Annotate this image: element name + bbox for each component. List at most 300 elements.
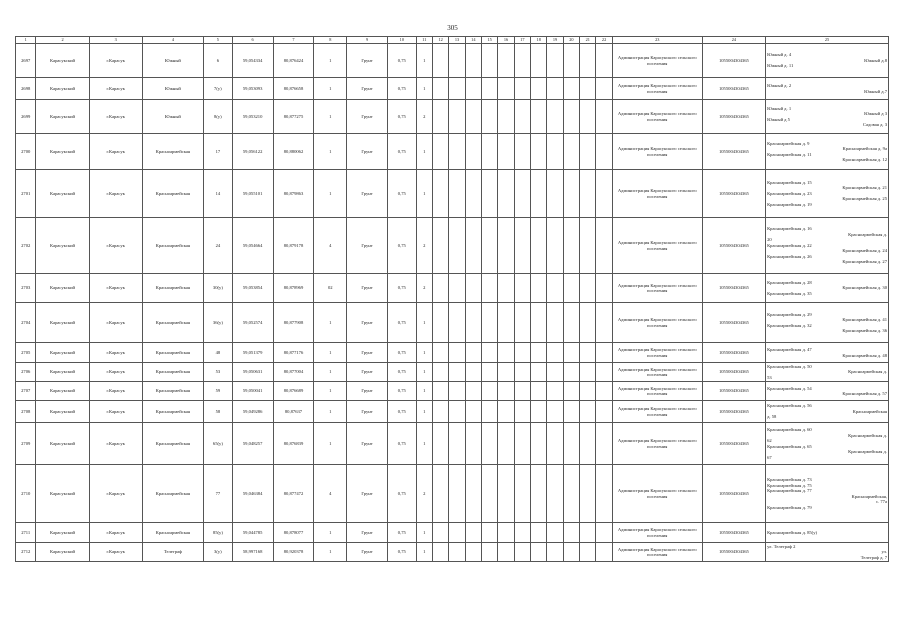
- cell-empty: [514, 543, 530, 562]
- address-line: Южный д. 2: [767, 83, 792, 88]
- address-line: Садовая д. 3: [862, 122, 887, 127]
- address-line: Красноармейская д. 85(у): [767, 529, 818, 535]
- address-line: Красноармейская д. 48: [842, 352, 887, 358]
- cell-street: Красноармейская: [142, 465, 203, 523]
- cell-empty: [596, 543, 612, 562]
- cell-vol: 0,75: [388, 343, 417, 363]
- address-line: Красноармейская д. 29: [767, 311, 812, 317]
- cell-ogrn: 1055004304365: [702, 100, 765, 134]
- address-line: Красноармейская д. 22: [767, 242, 812, 248]
- cell-organization: Администрация Карасукского сельского поселения: [612, 218, 702, 274]
- cell-village: г.Карасук: [89, 100, 142, 134]
- cell-organization: Администрация Карасукского сельского поселения: [612, 423, 702, 465]
- cell-addresses: [766, 523, 889, 543]
- cell-surface: Грунт: [347, 44, 388, 78]
- cell-addresses: [766, 100, 889, 134]
- cell-surface: Грунт: [347, 274, 388, 303]
- cell-empty: [563, 170, 579, 218]
- cell-surface: Грунт: [347, 543, 388, 562]
- cell-vol: 0,75: [388, 543, 417, 562]
- cell-no: 2700: [16, 134, 36, 170]
- cell-empty: [498, 100, 514, 134]
- cell-lat: 59,053093: [232, 78, 273, 100]
- cell-empty: [563, 401, 579, 423]
- address-line: ул.: [881, 549, 887, 555]
- cell-addresses: [766, 543, 889, 562]
- cell-empty: [514, 343, 530, 363]
- column-number-cell: 15: [482, 37, 498, 44]
- cell-cnt: 1: [416, 363, 432, 382]
- cell-house: 77: [204, 465, 233, 523]
- address-line: Красноармейская д. 32: [767, 322, 812, 328]
- address-line: 67: [767, 454, 772, 460]
- address-line: д. 58: [767, 414, 777, 420]
- table-row: [16, 363, 889, 382]
- table-row: [16, 382, 889, 401]
- cell-empty: [432, 363, 448, 382]
- cell-surface: Грунт: [347, 303, 388, 343]
- cell-district: Карасукский: [36, 543, 89, 562]
- cell-lon: 80,880062: [273, 134, 314, 170]
- cell-empty: [580, 423, 596, 465]
- cell-lat: 59,044785: [232, 523, 273, 543]
- cell-empty: [449, 523, 465, 543]
- table-row: [16, 218, 889, 274]
- address-line: Красноармейская д. 12: [842, 157, 887, 162]
- cell-vol: 0,75: [388, 465, 417, 523]
- cell-empty: [449, 218, 465, 274]
- cell-house: 17: [204, 134, 233, 170]
- cell-lat: 59,051379: [232, 343, 273, 363]
- column-number-cell: 16: [498, 37, 514, 44]
- cell-village: г.Карасук: [89, 363, 142, 382]
- cell-surface: Грунт: [347, 100, 388, 134]
- cell-surface: Грунт: [347, 401, 388, 423]
- cell-lat: 59,054664: [232, 218, 273, 274]
- cell-organization: Администрация Карасукского сельского поселения: [612, 78, 702, 100]
- cell-ogrn: 1055004304365: [702, 543, 765, 562]
- cell-house: 3(у): [204, 543, 233, 562]
- cell-empty: [514, 382, 530, 401]
- cell-district: Карасукский: [36, 363, 89, 382]
- cell-ogrn: 1055004304365: [702, 134, 765, 170]
- cell-surface: Грунт: [347, 423, 388, 465]
- cell-cnt: 1: [416, 523, 432, 543]
- cell-surface: Грунт: [347, 218, 388, 274]
- address-line: с. 77а: [876, 499, 887, 504]
- column-number-cell: 11: [416, 37, 432, 44]
- cell-lon: 80,87637: [273, 401, 314, 423]
- cell-empty: [596, 274, 612, 303]
- table-row: [16, 465, 889, 523]
- cell-organization: Администрация Карасукского сельского поселения: [612, 100, 702, 134]
- cell-empty: [449, 465, 465, 523]
- cell-lon: 80,876839: [273, 423, 314, 465]
- cell-empty: [580, 382, 596, 401]
- cell-lat: 59,055101: [232, 170, 273, 218]
- cell-empty: [580, 401, 596, 423]
- cell-empty: [432, 465, 448, 523]
- address-line: Южный д.7: [864, 88, 887, 94]
- cell-no: 2704: [16, 303, 36, 343]
- column-number-cell: 8: [314, 37, 347, 44]
- cell-street: Красноармейская: [142, 303, 203, 343]
- cell-empty: [432, 100, 448, 134]
- cell-lon: 80,877004: [273, 363, 314, 382]
- cell-cnt: 1: [416, 423, 432, 465]
- column-number-cell: 17: [514, 37, 530, 44]
- cell-addresses: [766, 401, 889, 423]
- address-line: Красноармейская д. 73: [767, 477, 812, 482]
- cell-no: 2699: [16, 100, 36, 134]
- cell-house: 24: [204, 218, 233, 274]
- cell-village: г.Карасук: [89, 170, 142, 218]
- cell-lon: 80,879863: [273, 170, 314, 218]
- cell-addresses: [766, 363, 889, 382]
- cell-lat: 59,053854: [232, 274, 273, 303]
- cell-district: Карасукский: [36, 100, 89, 134]
- address-line: Красноармейская д. 23: [767, 190, 812, 196]
- column-number-cell: 25: [766, 37, 889, 44]
- address-line: Красноармейская д. 30: [842, 285, 887, 291]
- cell-empty: [482, 100, 498, 134]
- address-line: Красноармейская д. 16: [767, 226, 812, 232]
- address-line: Красноармейская д. 19: [767, 201, 812, 207]
- cell-empty: [449, 343, 465, 363]
- cell-no: 2711: [16, 523, 36, 543]
- cell-village: г.Карасук: [89, 543, 142, 562]
- cell-organization: Администрация Карасукского сельского поселения: [612, 465, 702, 523]
- cell-vol: 0,75: [388, 218, 417, 274]
- address-line: Красноармейская,: [851, 493, 887, 499]
- cell-empty: [596, 303, 612, 343]
- cell-organization: Администрация Карасукского сельского поселения: [612, 363, 702, 382]
- column-number-cell: 12: [432, 37, 448, 44]
- address-line: Телеграф д. 7: [860, 554, 887, 560]
- cell-empty: [482, 343, 498, 363]
- table-row: [16, 170, 889, 218]
- cell-lon: 80,876689: [273, 382, 314, 401]
- cell-house: 14: [204, 170, 233, 218]
- cell-empty: [531, 78, 547, 100]
- cell-empty: [547, 401, 563, 423]
- cell-empty: [514, 134, 530, 170]
- cell-house: 30(у): [204, 274, 233, 303]
- cell-empty: [563, 44, 579, 78]
- cell-addresses: [766, 274, 889, 303]
- cell-surface: Грунт: [347, 363, 388, 382]
- cell-ogrn: 1055004304365: [702, 274, 765, 303]
- cell-empty: [514, 274, 530, 303]
- cell-lon: 80,877275: [273, 100, 314, 134]
- table-row: [16, 100, 889, 134]
- cell-empty: [580, 343, 596, 363]
- table-row: [16, 423, 889, 465]
- cell-empty: [482, 274, 498, 303]
- address-line: Красноармейская д. 65: [767, 443, 812, 449]
- cell-empty: [514, 170, 530, 218]
- column-number-cell: 22: [596, 37, 612, 44]
- column-number-cell: 23: [612, 37, 702, 44]
- cell-vol: 0,75: [388, 382, 417, 401]
- cell-empty: [563, 303, 579, 343]
- cell-ogrn: 1055004304365: [702, 523, 765, 543]
- cell-cnt: 2: [416, 100, 432, 134]
- cell-street: Красноармейская: [142, 382, 203, 401]
- cell-village: г.Карасук: [89, 78, 142, 100]
- cell-vol: 0,75: [388, 170, 417, 218]
- cell-empty: [596, 523, 612, 543]
- cell-empty: [449, 274, 465, 303]
- address-line: Красноармейская д.: [848, 369, 887, 375]
- cell-no: 2709: [16, 423, 36, 465]
- cell-vol: 0,75: [388, 44, 417, 78]
- column-number-cell: 19: [547, 37, 563, 44]
- cell-cnt: 1: [416, 170, 432, 218]
- cell-organization: Администрация Карасукского сельского поселения: [612, 44, 702, 78]
- cell-empty: [465, 44, 481, 78]
- cell-n: 1: [314, 100, 347, 134]
- cell-addresses: [766, 218, 889, 274]
- address-line: Красноармейская д.: [848, 231, 887, 237]
- cell-district: Карасукский: [36, 78, 89, 100]
- cell-empty: [596, 423, 612, 465]
- cell-empty: [482, 401, 498, 423]
- table-row: [16, 44, 889, 78]
- cell-district: Карасукский: [36, 382, 89, 401]
- cell-empty: [482, 218, 498, 274]
- cell-no: 2701: [16, 170, 36, 218]
- cell-empty: [531, 543, 547, 562]
- cell-addresses: [766, 44, 889, 78]
- cell-village: г.Карасук: [89, 465, 142, 523]
- cell-empty: [580, 363, 596, 382]
- cell-n: 1: [314, 543, 347, 562]
- cell-district: Карасукский: [36, 465, 89, 523]
- cell-lat: 59,053210: [232, 100, 273, 134]
- cell-empty: [547, 100, 563, 134]
- address-line: Красноармейская д. 25: [842, 196, 887, 202]
- cell-district: Карасукский: [36, 218, 89, 274]
- cell-empty: [547, 218, 563, 274]
- cell-n: 1: [314, 303, 347, 343]
- cell-empty: [547, 44, 563, 78]
- table-row: [16, 274, 889, 303]
- cell-empty: [498, 465, 514, 523]
- cell-empty: [596, 134, 612, 170]
- cell-no: 2712: [16, 543, 36, 562]
- cell-n: 1: [314, 523, 347, 543]
- cell-empty: [596, 218, 612, 274]
- cell-district: Карасукский: [36, 134, 89, 170]
- cell-empty: [514, 423, 530, 465]
- cell-empty: [596, 343, 612, 363]
- address-line: 53: [767, 374, 772, 380]
- cell-district: Карасукский: [36, 44, 89, 78]
- cell-empty: [514, 44, 530, 78]
- cell-street: Красноармейская: [142, 363, 203, 382]
- cell-empty: [432, 303, 448, 343]
- address-line: Южный д. 11: [767, 63, 794, 69]
- cell-empty: [482, 303, 498, 343]
- cell-district: Карасукский: [36, 423, 89, 465]
- cell-street: Телеграф: [142, 543, 203, 562]
- cell-n: 02: [314, 274, 347, 303]
- cell-empty: [449, 382, 465, 401]
- cell-lon: 80,879178: [273, 218, 314, 274]
- cell-empty: [432, 170, 448, 218]
- cell-empty: [531, 44, 547, 78]
- cell-empty: [596, 465, 612, 523]
- cell-organization: Администрация Карасукского сельского поселения: [612, 523, 702, 543]
- cell-empty: [482, 543, 498, 562]
- cell-empty: [563, 423, 579, 465]
- cell-empty: [596, 382, 612, 401]
- cell-ogrn: 1055004304365: [702, 218, 765, 274]
- cell-district: Карасукский: [36, 274, 89, 303]
- cell-n: 1: [314, 44, 347, 78]
- cell-empty: [563, 543, 579, 562]
- cell-addresses: [766, 303, 889, 343]
- cell-empty: [498, 44, 514, 78]
- cell-empty: [580, 78, 596, 100]
- cell-addresses: [766, 382, 889, 401]
- cell-ogrn: 1055004304365: [702, 363, 765, 382]
- cell-street: Южный: [142, 100, 203, 134]
- cell-house: 53: [204, 363, 233, 382]
- cell-ogrn: 1055004304365: [702, 44, 765, 78]
- cell-house: 59: [204, 382, 233, 401]
- cell-empty: [465, 274, 481, 303]
- address-line: Красноармейская д. 57: [842, 391, 887, 396]
- address-line: Красноармейская д. 54: [767, 385, 812, 391]
- cell-vol: 0,75: [388, 78, 417, 100]
- cell-organization: Администрация Карасукского сельского поселения: [612, 274, 702, 303]
- address-line: Южный д. 4: [767, 52, 792, 58]
- cell-empty: [514, 78, 530, 100]
- cell-n: 1: [314, 401, 347, 423]
- registry-table: [15, 36, 889, 562]
- cell-empty: [449, 134, 465, 170]
- cell-lon: 80,877176: [273, 343, 314, 363]
- cell-addresses: [766, 134, 889, 170]
- cell-empty: [547, 523, 563, 543]
- cell-no: 2710: [16, 465, 36, 523]
- cell-ogrn: 1055004304365: [702, 382, 765, 401]
- table-row: [16, 543, 889, 562]
- table-row: [16, 303, 889, 343]
- cell-district: Карасукский: [36, 523, 89, 543]
- cell-district: Карасукский: [36, 401, 89, 423]
- cell-empty: [547, 543, 563, 562]
- cell-empty: [547, 363, 563, 382]
- cell-lat: 59,048257: [232, 423, 273, 465]
- cell-empty: [531, 134, 547, 170]
- cell-empty: [449, 401, 465, 423]
- cell-village: г.Карасук: [89, 523, 142, 543]
- cell-vol: 0,75: [388, 523, 417, 543]
- cell-empty: [432, 218, 448, 274]
- address-line: ул. Телеграф 2: [767, 543, 796, 549]
- cell-empty: [449, 543, 465, 562]
- cell-empty: [547, 382, 563, 401]
- cell-no: 2697: [16, 44, 36, 78]
- cell-cnt: 2: [416, 465, 432, 523]
- page-number: 305: [447, 24, 458, 32]
- column-number-cell: 1: [16, 37, 36, 44]
- address-line: Красноармейская д. 60: [767, 427, 812, 432]
- cell-village: г.Карасук: [89, 274, 142, 303]
- cell-no: 2702: [16, 218, 36, 274]
- cell-cnt: 1: [416, 343, 432, 363]
- cell-house: 65(у): [204, 423, 233, 465]
- address-line: Красноармейская д. 75: [767, 482, 812, 488]
- cell-empty: [531, 465, 547, 523]
- cell-cnt: 1: [416, 44, 432, 78]
- cell-empty: [531, 363, 547, 382]
- address-line: Красноармейская д. 36: [842, 328, 887, 333]
- address-line: Красноармейская д. 9а: [842, 146, 887, 151]
- cell-empty: [514, 363, 530, 382]
- cell-empty: [531, 382, 547, 401]
- cell-empty: [514, 401, 530, 423]
- cell-surface: Грунт: [347, 78, 388, 100]
- cell-empty: [465, 134, 481, 170]
- address-line: Южный д. 1: [767, 105, 792, 111]
- address-line: Красноармейская д. 11: [767, 151, 812, 157]
- cell-lat: 59,049286: [232, 401, 273, 423]
- cell-empty: [531, 423, 547, 465]
- cell-empty: [531, 218, 547, 274]
- cell-cnt: 2: [416, 274, 432, 303]
- cell-empty: [482, 523, 498, 543]
- cell-ogrn: 1055004304365: [702, 78, 765, 100]
- cell-empty: [482, 423, 498, 465]
- cell-n: 1: [314, 382, 347, 401]
- cell-surface: Грунт: [347, 382, 388, 401]
- column-number-cell: 10: [388, 37, 417, 44]
- address-line: Красноармейская д. 15: [767, 179, 812, 185]
- cell-empty: [498, 543, 514, 562]
- cell-no: 2703: [16, 274, 36, 303]
- cell-empty: [547, 78, 563, 100]
- cell-empty: [465, 170, 481, 218]
- address-line: Красноармейская д. 26: [767, 253, 812, 259]
- cell-empty: [580, 134, 596, 170]
- column-number-cell: 20: [563, 37, 579, 44]
- cell-organization: Администрация Карасукского сельского поселения: [612, 170, 702, 218]
- cell-empty: [498, 170, 514, 218]
- cell-no: 2705: [16, 343, 36, 363]
- cell-cnt: 2: [416, 218, 432, 274]
- cell-no: 2706: [16, 363, 36, 382]
- cell-empty: [482, 170, 498, 218]
- table-row: [16, 401, 889, 423]
- cell-empty: [531, 170, 547, 218]
- address-line: 62: [767, 438, 772, 443]
- column-number-cell: 14: [465, 37, 481, 44]
- cell-ogrn: 1055004304365: [702, 343, 765, 363]
- cell-n: 1: [314, 134, 347, 170]
- cell-cnt: 1: [416, 303, 432, 343]
- address-line: Красноармейская д. 56: [767, 403, 812, 409]
- cell-empty: [580, 523, 596, 543]
- cell-street: Красноармейская: [142, 134, 203, 170]
- cell-lon: 80,877908: [273, 303, 314, 343]
- cell-empty: [547, 343, 563, 363]
- cell-village: г.Карасук: [89, 401, 142, 423]
- cell-empty: [563, 363, 579, 382]
